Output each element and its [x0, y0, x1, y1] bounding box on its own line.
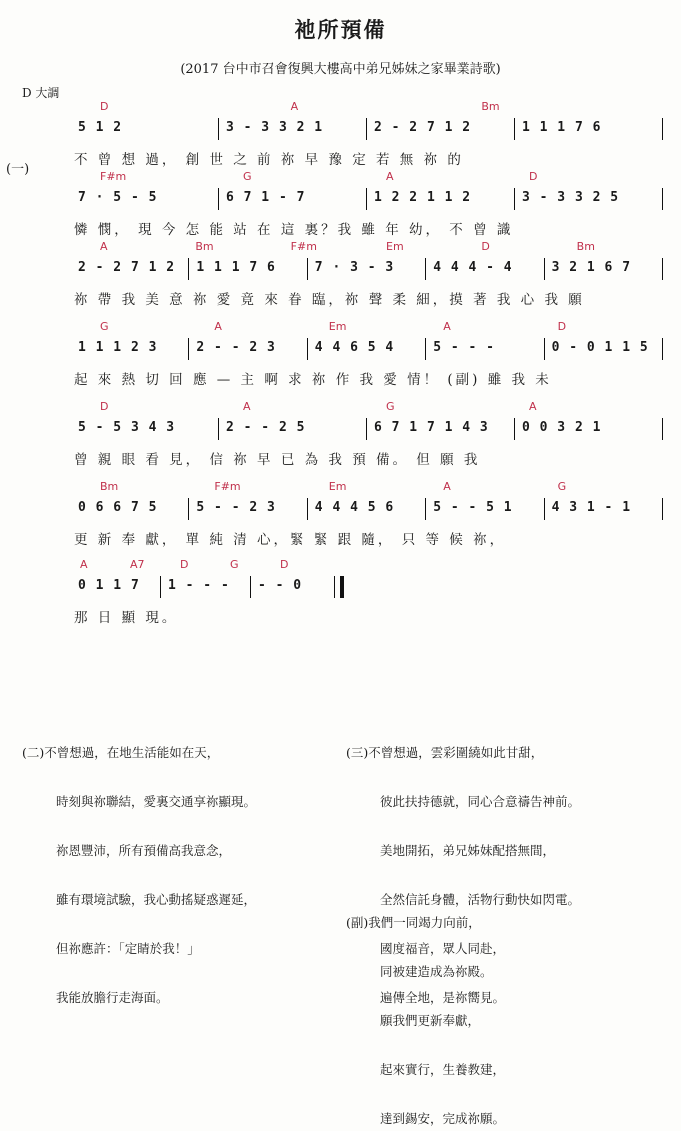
- stanza-line: 全然信託身體，活物行動快如閃電。: [379, 891, 580, 907]
- measure: 6 7 1 - 7: [226, 190, 306, 205]
- score-system: [72, 240, 664, 314]
- bar-line: [662, 188, 663, 210]
- measure: 3 2 1 6 7: [551, 260, 632, 275]
- chord-symbol: A: [80, 558, 88, 571]
- stanza-line: 雖有環境試驗，我心動搖疑惑遲延，: [55, 891, 256, 907]
- measure: 1 1 1 7 6: [522, 120, 602, 135]
- stanza-line: 遍傳全地，是祢嚮見。: [379, 989, 505, 1005]
- chord-symbol: G: [100, 320, 109, 333]
- bar-line: [514, 118, 515, 140]
- lyrics-row: [72, 600, 664, 632]
- chord-row: [72, 170, 664, 186]
- lyrics-text: 那 日 顯 現。: [74, 610, 179, 626]
- measure: 1 1 1 7 6: [196, 260, 276, 275]
- lyrics-row: [72, 282, 664, 314]
- bar-line: [514, 418, 515, 440]
- measure: 4 4 4 - 4: [433, 260, 513, 275]
- chord-symbol: D: [557, 320, 567, 333]
- bar-line: [366, 418, 367, 440]
- measure: 4 4 6 5 4: [314, 340, 395, 355]
- bar-line: [188, 338, 189, 360]
- stanza-line: 達到錫安，完成祢願。: [379, 1110, 505, 1126]
- chord-symbol: A7: [130, 558, 145, 571]
- bar-line: [425, 338, 426, 360]
- measure: 5 1 2: [78, 120, 123, 135]
- chord-symbol: A: [443, 480, 451, 493]
- stanza-line: 不曾想過，雲彩圍繞如此甘甜，: [368, 744, 544, 760]
- measure: 2 - - 2 5: [226, 420, 306, 435]
- chord-symbol: D: [100, 100, 109, 113]
- chord-symbol: G: [230, 558, 239, 571]
- chord-row: [72, 400, 664, 416]
- measure: 0 0 3 2 1: [522, 420, 602, 435]
- chord-symbol: A: [529, 400, 537, 413]
- bar-line: [662, 118, 663, 140]
- chord-row: [72, 240, 664, 256]
- lyrics-row: [72, 522, 664, 554]
- lyrics-text: 不 曾 想 過， 創 世 之 前 祢 早 豫 定 若 無 祢 的: [74, 152, 464, 168]
- chord-symbol: Bm: [100, 480, 119, 493]
- chord-symbol: Em: [328, 320, 347, 333]
- score-system: [72, 320, 664, 394]
- measure: 4 4 4 5 6: [314, 500, 395, 515]
- chord-symbol: Em: [328, 480, 347, 493]
- bar-line: [366, 118, 367, 140]
- measure: 2 - 2 7 1 2: [374, 120, 472, 135]
- measure: 4 3 1 - 1: [551, 500, 632, 515]
- bar-line: [514, 188, 515, 210]
- bar-line: [218, 188, 219, 210]
- notation-row: [72, 186, 664, 212]
- measure: - - 0: [258, 578, 303, 593]
- chord-row: [72, 100, 664, 116]
- bar-line: [218, 118, 219, 140]
- measure: 6 7 1 7 1 4 3: [374, 420, 489, 435]
- stanza-2: [14, 716, 256, 1010]
- stanza-label: (副): [345, 914, 369, 930]
- measure: 5 - - 2 3: [196, 500, 276, 515]
- score-system: [72, 558, 664, 632]
- chord-symbol: G: [243, 170, 252, 183]
- measure: 1 1 1 2 3: [78, 340, 158, 355]
- chord-symbol: Bm: [195, 240, 214, 253]
- measure: 5 - 5 3 4 3: [78, 420, 176, 435]
- bar-line: [218, 418, 219, 440]
- final-bar-line: [340, 576, 344, 598]
- lyrics-text: 更 新 奉 獻， 單 純 清 心，緊 緊 跟 隨， 只 等 候 祢，: [74, 532, 507, 548]
- bar-line: [366, 188, 367, 210]
- bar-line: [307, 498, 308, 520]
- chord-symbol: D: [529, 170, 538, 183]
- stanza-line: 祢恩豐沛，所有預備高我意念，: [55, 842, 231, 858]
- chord-symbol: A: [214, 320, 222, 333]
- chord-row: [72, 480, 664, 496]
- measure: 1 - - -: [168, 578, 230, 593]
- notation-row: [72, 496, 664, 522]
- stanza-line: 美地開拓，弟兄姊妹配搭無間，: [379, 842, 555, 858]
- chord-symbol: A: [243, 400, 251, 413]
- bar-line: [544, 258, 545, 280]
- chord-symbol: Bm: [576, 240, 595, 253]
- stanza-line: 時刻與祢聯結，愛裏交通享祢顯現。: [55, 793, 256, 809]
- lyrics-text: 憐 憫， 現 今 怎 能 站 在 這 裏？我 雖 年 幼， 不 曾 識: [74, 222, 514, 238]
- bar-line: [425, 498, 426, 520]
- bar-line: [307, 338, 308, 360]
- key-signature: D 大調: [22, 86, 60, 100]
- lyrics-text: 曾 親 眼 看 見， 信 祢 早 已 為 我 預 備。 但 願 我: [74, 452, 481, 468]
- measure: 5 - - -: [433, 340, 495, 355]
- chord-symbol: A: [386, 170, 394, 183]
- chord-row: [72, 558, 664, 574]
- bar-line: [188, 498, 189, 520]
- bar-line: [334, 576, 335, 598]
- stanza-label: (三): [345, 744, 369, 760]
- lyrics-row: [72, 442, 664, 474]
- verse-label: (一): [6, 162, 30, 177]
- measure: 2 - 2 7 1 2: [78, 260, 176, 275]
- stanza-line: 起來實行，生養教建，: [379, 1061, 505, 1077]
- stanza-line: 不曾想過，在地生活能如在天，: [44, 744, 220, 760]
- chord-symbol: D: [280, 558, 289, 571]
- stanza-line: 同被建造成為祢殿。: [379, 963, 493, 979]
- song-subtitle: (2017 台中市召會復興大樓高中弟兄姊妹之家畢業詩歌): [180, 62, 501, 77]
- bar-line: [662, 258, 663, 280]
- stanza-line: 國度福音，眾人同赴，: [379, 940, 505, 956]
- lyrics-text: 起 來 熱 切 回 應 — 主 啊 求 祢 作 我 愛 情！ (副) 雖 我 未: [74, 372, 552, 388]
- chord-symbol: D: [100, 400, 109, 413]
- bar-line: [160, 576, 161, 598]
- score-system: [72, 100, 664, 174]
- chord-symbol: Bm: [481, 100, 500, 113]
- song-title: 祂所預備: [294, 17, 387, 42]
- bar-line: [662, 418, 663, 440]
- measure: 0 - 0 1 1 5: [551, 340, 649, 355]
- bar-line: [307, 258, 308, 280]
- bar-line: [544, 338, 545, 360]
- score-system: [72, 400, 664, 474]
- stanza-line: 願我們更新奉獻，: [379, 1012, 480, 1028]
- bar-line: [662, 498, 663, 520]
- chord-symbol: F#m: [214, 480, 241, 493]
- lyrics-row: [72, 362, 664, 394]
- measure: 2 - - 2 3: [196, 340, 276, 355]
- chord-symbol: D: [180, 558, 189, 571]
- measure: 0 6 6 7 5: [78, 500, 158, 515]
- chord-symbol: Em: [386, 240, 404, 253]
- chord-symbol: F#m: [100, 170, 127, 183]
- measure: 1 2 2 1 1 2: [374, 190, 472, 205]
- stanza-line: 我們一同竭力向前，: [368, 914, 481, 930]
- chord-symbol: A: [443, 320, 451, 333]
- bar-line: [544, 498, 545, 520]
- stanza-line: 但祢應許：「定睛於我！」: [55, 940, 200, 956]
- bar-line: [662, 338, 663, 360]
- notation-row: [72, 336, 664, 362]
- notation-row: [72, 116, 664, 142]
- chord-symbol: D: [481, 240, 490, 253]
- notation-row: [72, 416, 664, 442]
- bar-line: [250, 576, 251, 598]
- notation-row: [72, 574, 664, 600]
- measure: 7 · 3 - 3: [314, 260, 395, 275]
- lyrics-text: 祢 帶 我 美 意 祢 愛 竟 來 眷 臨，祢 聲 柔 細，摸 著 我 心 我 願: [74, 292, 585, 308]
- score-system: [72, 170, 664, 244]
- chord-symbol: G: [557, 480, 567, 493]
- stanza-label: (二): [21, 744, 45, 760]
- bar-line: [188, 258, 189, 280]
- bar-line: [425, 258, 426, 280]
- measure: 3 - 3 3 2 5: [522, 190, 620, 205]
- measure: 5 - - 5 1: [433, 500, 513, 515]
- chord-symbol: F#m: [290, 240, 317, 253]
- chorus: [338, 886, 505, 1131]
- measure: 0 1 1 7: [78, 578, 140, 593]
- chord-row: [72, 320, 664, 336]
- measure: 7 · 5 - 5: [78, 190, 158, 205]
- stanza-line: 彼此扶持德就，同心合意禱告神前。: [379, 793, 580, 809]
- chord-symbol: G: [386, 400, 395, 413]
- measure: 3 - 3 3 2 1: [226, 120, 324, 135]
- notation-row: [72, 256, 664, 282]
- chord-symbol: A: [100, 240, 108, 253]
- score-system: [72, 480, 664, 554]
- chord-symbol: A: [290, 100, 299, 113]
- stanza-line: 我能放膽行走海面。: [55, 989, 169, 1005]
